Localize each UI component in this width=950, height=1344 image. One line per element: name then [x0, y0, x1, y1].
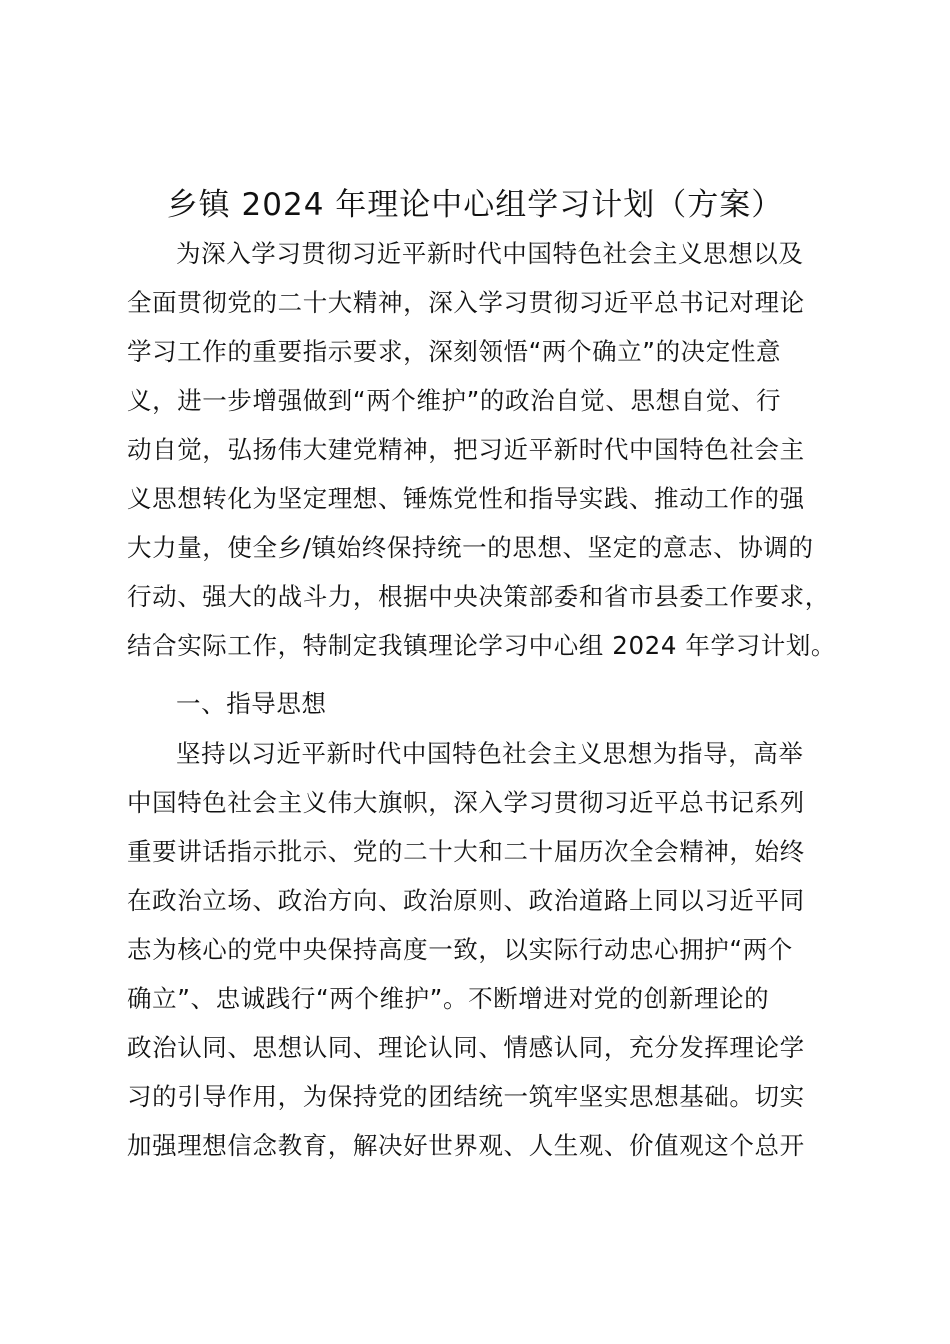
- paragraph2-line-3: 重要讲话指示批示、党的二十大和二十届历次全会精神，始终: [127, 837, 805, 866]
- paragraph1-line-8: 行动、强大的战斗力，根据中央决策部委和省市县委工作要求，: [127, 582, 830, 611]
- paragraph1-line-3: 学习工作的重要指示要求，深刻领悟“两个确立”的决定性意: [127, 337, 782, 366]
- paragraph2-line-2: 中国特色社会主义伟大旗帜，深入学习贯彻习近平总书记系列: [127, 788, 805, 817]
- document-title: 乡镇 2024 年理论中心组学习计划（方案）: [166, 187, 784, 223]
- paragraph2-line-5: 志为核心的党中央保持高度一致，以实际行动忠心拥护“两个: [127, 935, 793, 964]
- paragraph1-line-5: 动自觉，弘扬伟大建党精神，把习近平新时代中国特色社会主: [127, 435, 805, 464]
- section-heading-guiding-thought: 一、指导思想: [176, 689, 327, 718]
- paragraph2-line-8: 习的引导作用，为保持党的团结统一筑牢坚实思想基础。切实: [127, 1082, 805, 1111]
- paragraph1-line-1: 为深入学习贯彻习近平新时代中国特色社会主义思想以及: [176, 239, 804, 268]
- paragraph1-line-6: 义思想转化为坚定理想、锤炼党性和指导实践、推动工作的强: [127, 484, 805, 513]
- paragraph1-line-9: 结合实际工作，特制定我镇理论学习中心组 2024 年学习计划。: [127, 631, 837, 660]
- paragraph1-line-4: 义，进一步增强做到“两个维护”的政治自觉、思想自觉、行: [127, 386, 782, 415]
- paragraph2-line-4: 在政治立场、政治方向、政治原则、政治道路上同以习近平同: [127, 886, 805, 915]
- paragraph2-line-1: 坚持以习近平新时代中国特色社会主义思想为指导，高举: [176, 739, 804, 768]
- paragraph2-line-6: 确立”、忠诚践行“两个维护”。不断增进对党的创新理论的: [127, 984, 770, 1013]
- paragraph1-line-2: 全面贯彻党的二十大精神，深入学习贯彻习近平总书记对理论: [127, 288, 805, 317]
- paragraph2-line-7: 政治认同、思想认同、理论认同、情感认同，充分发挥理论学: [127, 1033, 805, 1062]
- paragraph2-line-9: 加强理想信念教育，解决好世界观、人生观、价值观这个总开: [127, 1131, 805, 1160]
- paragraph1-line-7: 大力量，使全乡/镇始终保持统一的思想、坚定的意志、协调的: [127, 533, 814, 562]
